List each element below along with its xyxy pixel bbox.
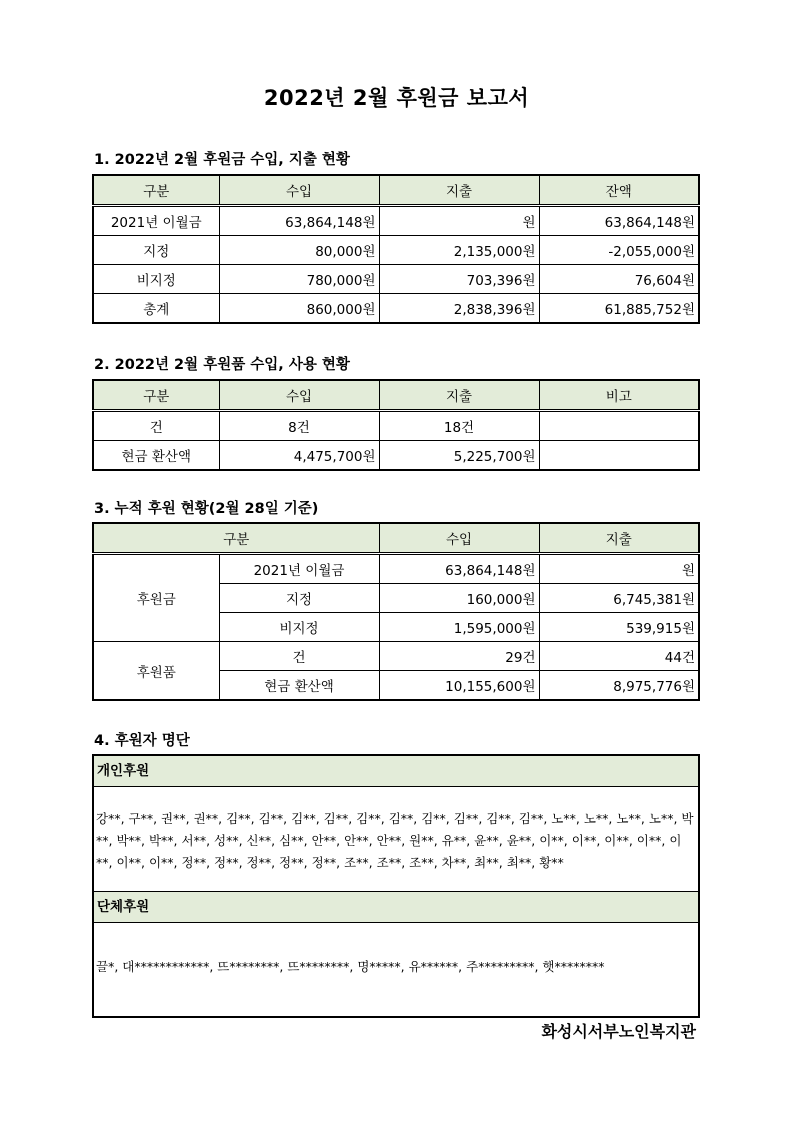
expense-cell: 원 (539, 554, 699, 584)
header-income: 수입 (219, 380, 379, 411)
section4-heading: 4. 후원자 명단 (94, 733, 190, 749)
income-cell: 80,000원 (219, 236, 379, 265)
table-header-row (93, 380, 699, 411)
header-income: 수입 (379, 523, 539, 554)
income-cell: 63,864,148원 (219, 206, 379, 236)
header-category: 구분 (93, 380, 219, 411)
table-row (93, 441, 699, 471)
document-title: 2022년 2월 후원금 보고서 (263, 86, 530, 110)
balance-cell: -2,055,000원 (539, 236, 699, 265)
row-label: 지정 (219, 584, 379, 613)
organization-name: 화성시서부노인복지관 (541, 1022, 696, 1041)
balance-cell: 63,864,148원 (539, 206, 699, 236)
section1-heading: 1. 2022년 2월 후원금 수입, 지출 현황 (94, 152, 350, 168)
header-expense: 지출 (539, 523, 699, 554)
expense-cell: 8,975,776원 (539, 671, 699, 701)
table-row (93, 265, 699, 294)
donor-list-box (92, 754, 700, 1018)
expense-cell: 18건 (379, 411, 539, 441)
cumulative-donation-table (92, 522, 700, 701)
note-cell (539, 411, 699, 441)
expense-cell: 5,225,700원 (379, 441, 539, 471)
note-cell (539, 441, 699, 471)
group-label: 후원품 (93, 642, 219, 701)
income-cell: 780,000원 (219, 265, 379, 294)
row-label: 지정 (93, 236, 219, 265)
balance-cell: 61,885,752원 (539, 294, 699, 324)
income-cell: 860,000원 (219, 294, 379, 324)
table-header-row (93, 175, 699, 206)
table-row (93, 206, 699, 236)
income-cell: 29건 (379, 642, 539, 671)
expense-cell: 703,396원 (379, 265, 539, 294)
income-cell: 160,000원 (379, 584, 539, 613)
header-category: 구분 (93, 175, 219, 206)
row-label: 2021년 이월금 (93, 206, 219, 236)
row-label: 현금 환산액 (93, 441, 219, 471)
row-label: 2021년 이월금 (219, 554, 379, 584)
header-balance: 잔액 (539, 175, 699, 206)
goods-income-usage-table (92, 379, 700, 471)
table-row (93, 642, 699, 671)
row-label: 비지정 (219, 613, 379, 642)
table-row (93, 411, 699, 441)
table-row (93, 554, 699, 584)
income-cell: 1,595,000원 (379, 613, 539, 642)
group-label: 후원금 (93, 554, 219, 642)
header-expense: 지출 (379, 380, 539, 411)
expense-cell: 539,915원 (539, 613, 699, 642)
header-expense: 지출 (379, 175, 539, 206)
row-label: 현금 환산액 (219, 671, 379, 701)
expense-cell: 6,745,381원 (539, 584, 699, 613)
row-label: 총계 (93, 294, 219, 324)
table-row (93, 236, 699, 265)
row-label: 비지정 (93, 265, 219, 294)
group-donors-list: 끌*, 대************, 뜨********, 뜨********, 명*****, 유******, 주*********, 햇******** (96, 959, 605, 974)
section2-heading: 2. 2022년 2월 후원품 수입, 사용 현황 (94, 357, 350, 373)
section3-heading: 3. 누적 후원 현황(2월 28일 기준) (94, 501, 319, 517)
row-label: 건 (93, 411, 219, 441)
income-cell: 10,155,600원 (379, 671, 539, 701)
table-header-row (93, 523, 699, 554)
income-cell: 4,475,700원 (219, 441, 379, 471)
individual-donors-title: 개인후원 (94, 756, 698, 787)
expense-cell: 원 (379, 206, 539, 236)
income-cell: 63,864,148원 (379, 554, 539, 584)
individual-donors-list: 강**, 구**, 권**, 권**, 김**, 김**, 김**, 김**, 김**, 김**, 김**, 김**, 김**, 김**, 노**, 노**, 노**, 노**, 박**, 박**, 박**, 서**, 성**, 신**, 심**, 안**, 안**, 안**, 원**, 유**, 윤**, 윤**, 이**, 이**, 이**, 이**, 이**, 이**, 이**, 정**, 정**, 정**, 정**, 정**, 조**, 조**, 조**, 차**, 최**, 최**, 황** (94, 787, 698, 892)
expense-cell: 2,838,396원 (379, 294, 539, 324)
donation-income-expense-table (92, 174, 700, 324)
expense-cell: 2,135,000원 (379, 236, 539, 265)
header-income: 수입 (219, 175, 379, 206)
header-category: 구분 (93, 523, 379, 554)
group-donors-title: 단체후원 (94, 892, 698, 923)
row-label: 건 (219, 642, 379, 671)
table-row (93, 294, 699, 324)
expense-cell: 44건 (539, 642, 699, 671)
income-cell: 8건 (219, 411, 379, 441)
balance-cell: 76,604원 (539, 265, 699, 294)
header-note: 비고 (539, 380, 699, 411)
